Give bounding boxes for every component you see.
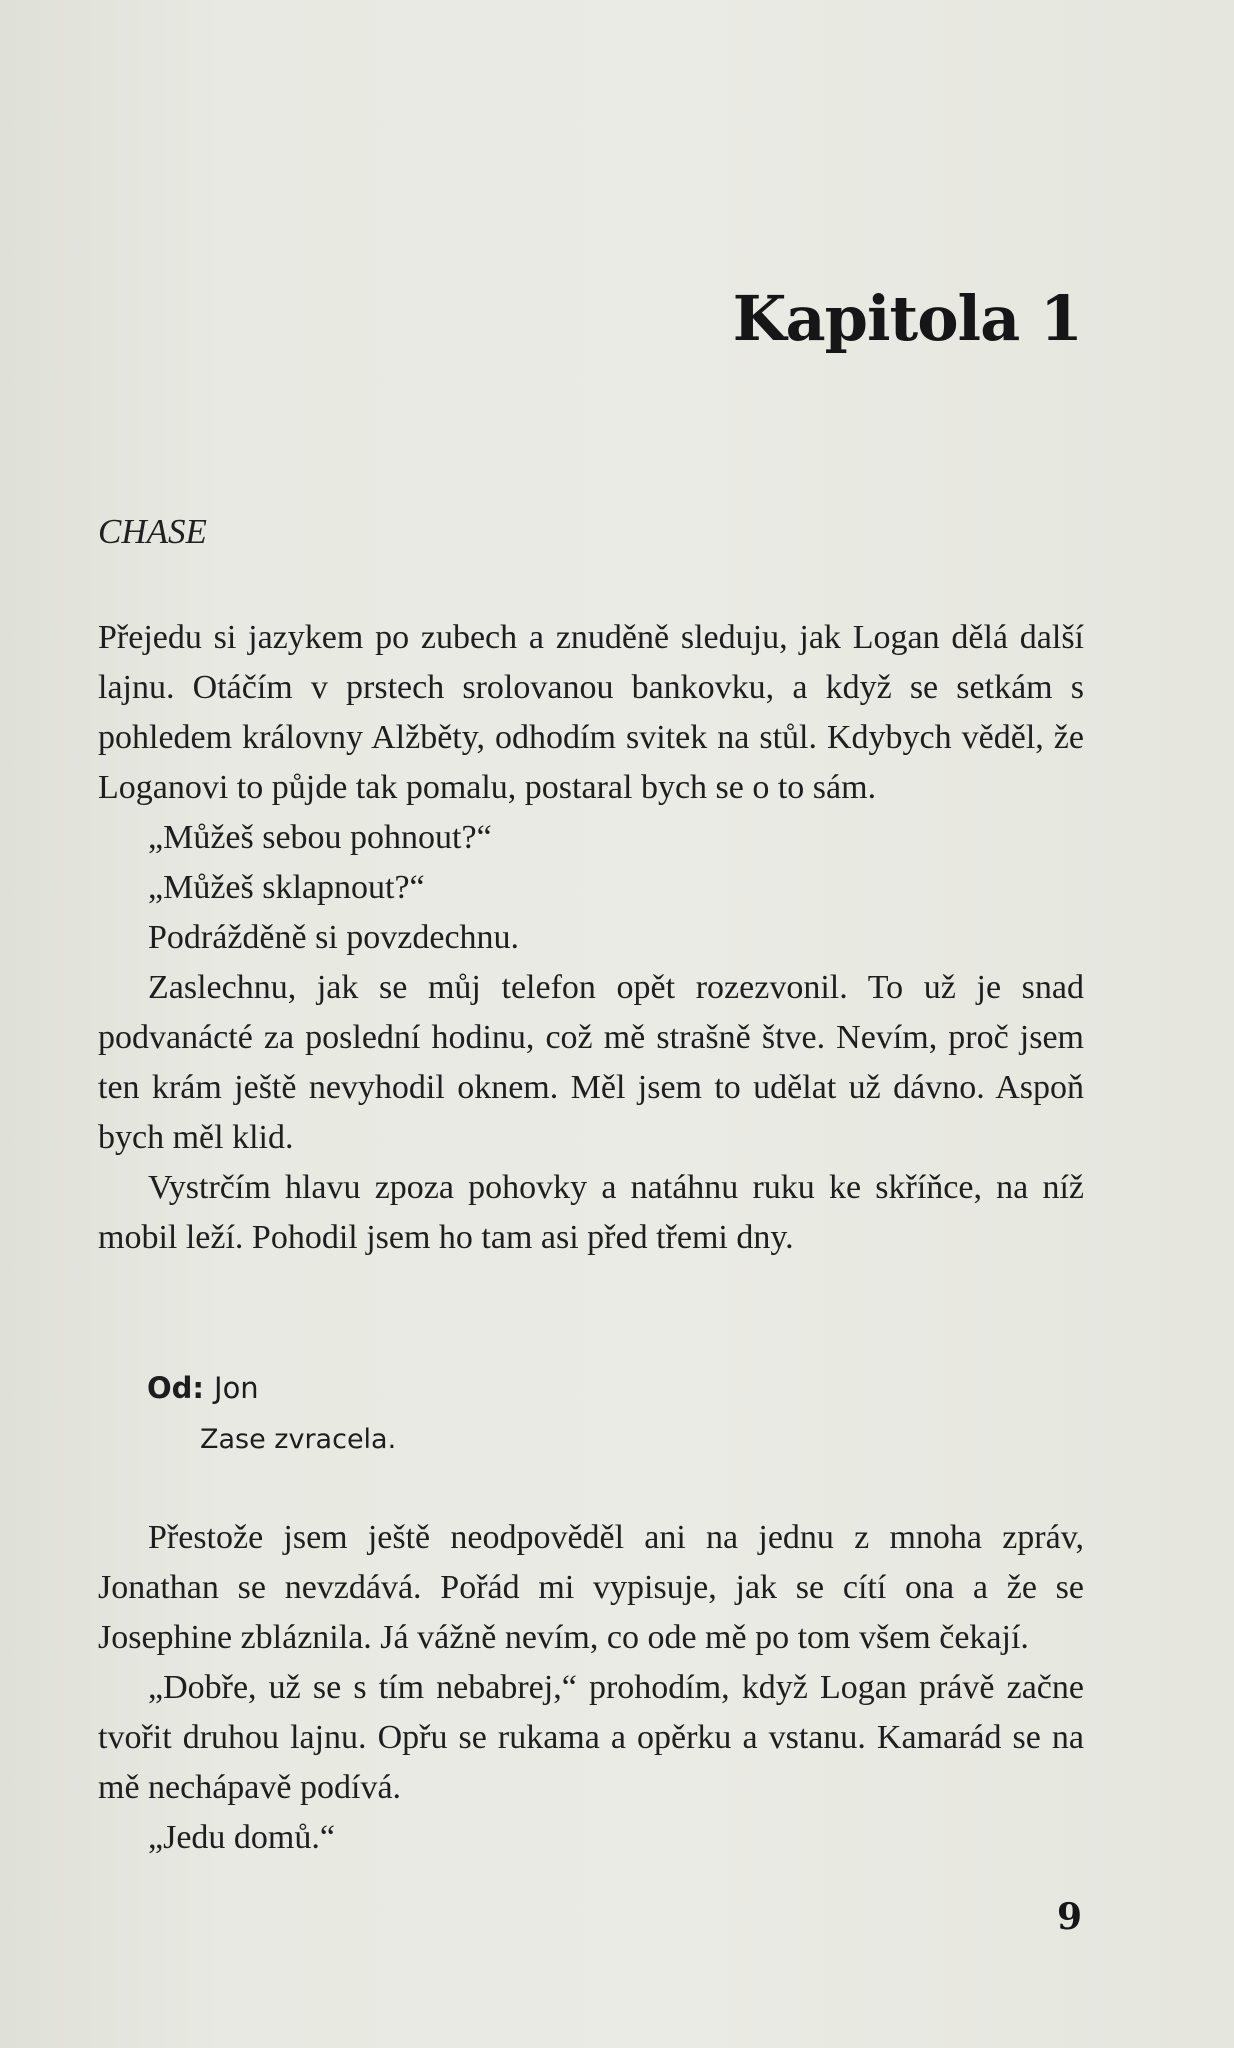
paragraph-3: Zaslechnu, jak se můj telefon opět rozezvonil. To už je snad podvanácté za poslední hodinu, což mě strašně štve. Nevím, proč jsem ten krám ještě nevyhodil oknem. Měl jsem to udělat už dávno. Aspoň bych měl klid. [98, 969, 1084, 1156]
text-block-1 [98, 613, 1084, 1263]
message-from-label: Od: [147, 1371, 205, 1405]
paragraph-1: Přejedu si jazykem po zubech a znuděně sleduju, jak Logan dělá další lajnu. Otáčím v prstech srolovanou bankovku, a když se setkám s pohledem královny Alžběty, odhodím svitek na stůl. Kdybych věděl, že Loganovi to půjde tak pomalu, postaral bych se o to sám. [98, 619, 1084, 806]
text-block-2 [98, 1513, 1084, 1863]
page-number: 9 [1056, 1896, 1082, 1938]
message-body: Zase zvracela. [200, 1424, 397, 1455]
dialogue-line-2: „Můžeš sklapnout?“ [148, 869, 425, 906]
paragraph-5: Přestože jsem ještě neodpověděl ani na jednu z mnoha zpráv, Jonathan se nevzdává. Pořád mi vypisuje, jak se cítí ona a že se Josephine zbláznila. Já vážně nevím, co ode mě po tom všem čekají. [98, 1519, 1084, 1656]
message-from-name: Jon [214, 1371, 259, 1405]
dialogue-line-3: „Dobře, už se s tím nebabrej,“ prohodím, když Logan právě začne tvořit druhou lajnu. Opřu se rukama a opěrku a vstanu. Kamarád se na mě nechápavě podívá. [98, 1669, 1084, 1806]
chapter-title: Kapitola 1 [732, 282, 1082, 355]
message-sender [147, 1362, 396, 1414]
text-message [147, 1362, 396, 1466]
paragraph-2: Podrážděně si povzdechnu. [148, 919, 520, 956]
pov-heading: CHASE [98, 512, 207, 551]
dialogue-line-4: „Jedu domů.“ [148, 1819, 335, 1856]
dialogue-line-1: „Můžeš sebou pohnout?“ [148, 819, 492, 856]
paragraph-4: Vystrčím hlavu zpoza pohovky a natáhnu ruku ke skříňce, na níž mobil leží. Pohodil jsem ho tam asi před třemi dny. [98, 1169, 1084, 1256]
